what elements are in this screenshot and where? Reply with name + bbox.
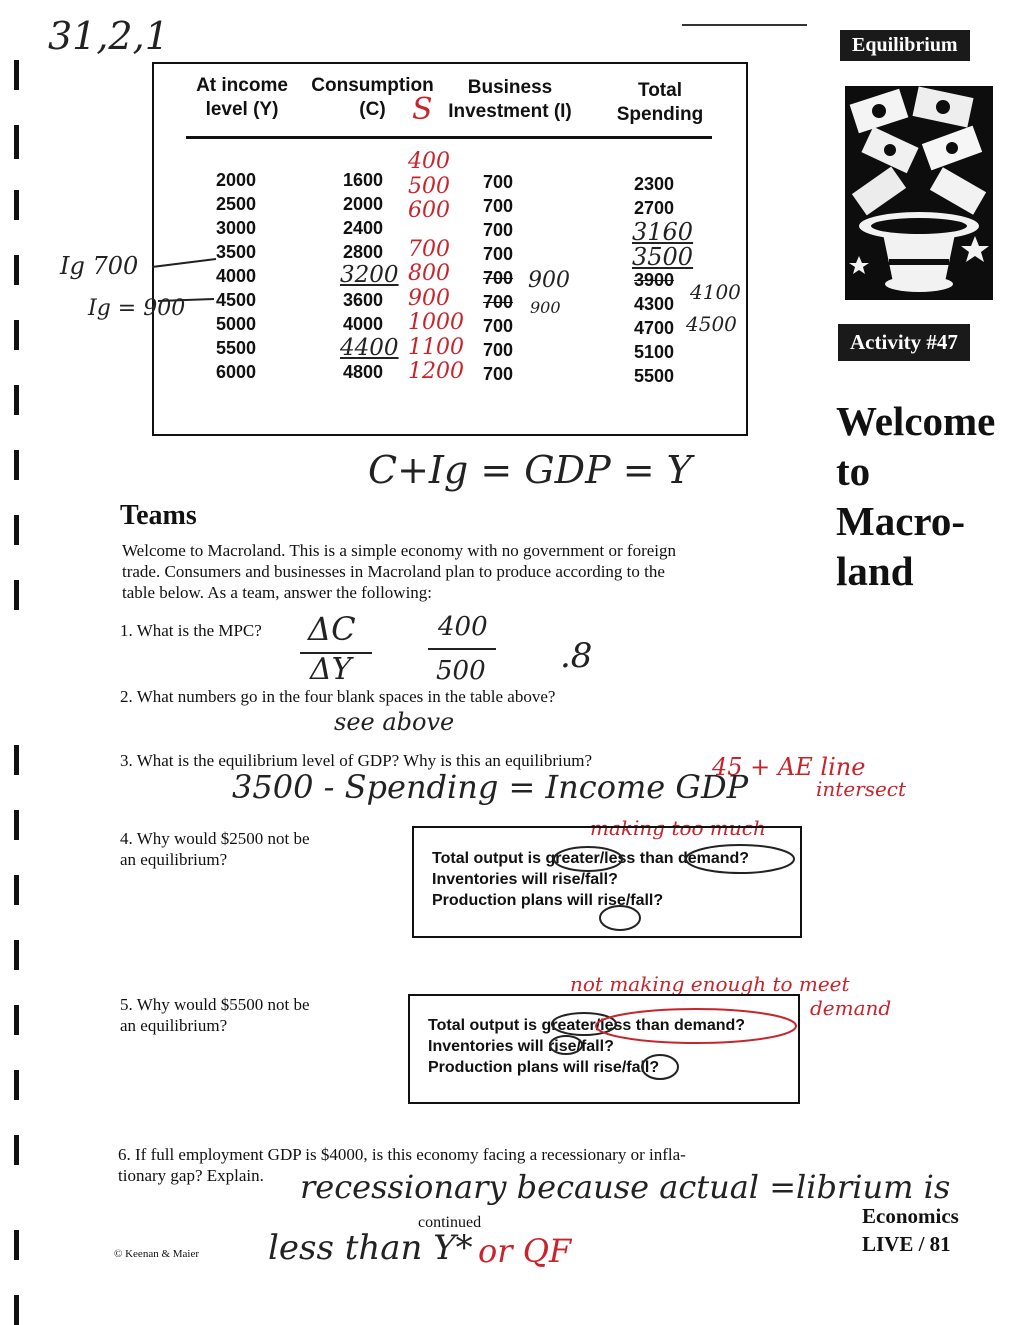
intro-paragraph (122, 540, 802, 603)
consumption-cell: 4800 (343, 362, 384, 382)
total-cell-struck: 3900 (634, 270, 675, 290)
binding-mark (14, 190, 19, 220)
investment-cell: 700 (483, 364, 514, 384)
consumption-cell: 2000 (343, 194, 384, 214)
binding-mark (14, 515, 19, 545)
money-hat-icon (845, 86, 993, 300)
saving-value: 500 (408, 173, 450, 199)
q6-red-note: or QF (478, 1232, 572, 1270)
binding-mark (14, 125, 19, 159)
consumption-cell: 2800 (343, 242, 384, 262)
q3-red-note-line: intersect (816, 777, 907, 801)
question-4-line: an equilibrium? (120, 850, 228, 869)
total-cell: 5100 (634, 342, 675, 362)
investment-cell: 700 (483, 196, 514, 216)
binding-mark (14, 1005, 19, 1035)
handwritten-score: 31,2,1 (48, 14, 169, 58)
q5-red-note-line: not making enough to meet (570, 972, 850, 996)
total-new-1: 4100 (690, 280, 741, 304)
investment-cell: 700 (483, 316, 514, 336)
saving-value: 400 (408, 149, 450, 174)
binding-mark (14, 385, 19, 415)
activity-tag: Activity #47 (838, 324, 970, 361)
page-title-line: land (836, 548, 914, 594)
q1-handwritten-numerator: ΔC (308, 610, 356, 648)
page-title-line: Welcome (836, 398, 996, 444)
header-rule (186, 136, 712, 139)
investment-cell: 700 (483, 340, 514, 360)
saving-value: 600 (408, 198, 450, 223)
question-6-line: tionary gap? Explain. (118, 1166, 264, 1185)
question-3: 3. What is the equilibrium level of GDP? Why is this an equilibrium? (120, 751, 592, 770)
box-line: Total output is greater/less than demand? (432, 850, 750, 867)
total-new-2: 4500 (686, 312, 737, 336)
page-title (836, 396, 995, 596)
continued-label: continued (418, 1214, 482, 1231)
q4-red-note: making too much (590, 816, 766, 840)
binding-mark (14, 1070, 19, 1100)
total-fill-3500: 3500 (632, 243, 694, 271)
page-title-line: to (836, 448, 871, 494)
saving-value: 900 (408, 285, 450, 311)
q6-handwritten-answer-1: recessionary because actual =librium is (300, 1168, 951, 1206)
annotation-arrows (150, 255, 220, 305)
investment-cell-struck: 700 (483, 292, 514, 312)
ig-900-note: Ig = 900 (88, 296, 186, 321)
total-column (634, 172, 674, 388)
question-6-line: 6. If full employment GDP is $4000, is this economy facing a recessionary or infla- (118, 1145, 686, 1164)
saving-value: 800 (408, 261, 450, 286)
binding-mark (14, 255, 19, 285)
q5-circle-marks (540, 1004, 802, 1088)
header-investment-line2: Investment (I) (448, 101, 572, 122)
intro-line: Welcome to Macroland. This is a simple economy with no government or foreign (122, 541, 676, 560)
total-cell: 2700 (634, 198, 675, 218)
binding-mark (14, 450, 19, 480)
book-page-label (862, 1202, 959, 1258)
saving-column-header: S (412, 92, 433, 127)
income-cell: 3000 (216, 218, 257, 238)
intro-line: table below. As a team, answer the following: (122, 583, 433, 602)
consumption-cell: 1600 (343, 170, 384, 190)
investment-cell-struck: 700 (483, 268, 514, 288)
question-5-line: an equilibrium? (120, 1016, 228, 1035)
total-fill-3000: 3160 (632, 218, 694, 246)
binding-mark (14, 1230, 19, 1260)
binding-mark (14, 1135, 19, 1165)
header-income-line1: At income (196, 75, 288, 96)
income-cell: 4500 (216, 290, 257, 310)
saving-value: 1100 (408, 334, 464, 360)
consumption-fill-5500: 4400 (340, 335, 399, 361)
header-income-line2: level (Y) (205, 99, 279, 120)
q3-handwritten-answer: 3500 - Spending = Income GDP (232, 768, 749, 806)
investment-new-2: 900 (530, 298, 561, 317)
binding-mark (14, 810, 19, 840)
topic-tag: Equilibrium (840, 30, 970, 61)
income-column (216, 168, 256, 384)
header-consumption-line1: Consumption (311, 75, 434, 96)
header-total-line2: Spending (616, 104, 704, 125)
question-4 (120, 828, 310, 870)
saving-value: 1000 (408, 310, 464, 335)
header-investment (440, 76, 580, 124)
box-line: Production plans will rise/fall? (428, 1059, 660, 1076)
q1-handwritten-den: 500 (436, 656, 486, 686)
equation-note: C+Ig = GDP = Y (368, 448, 692, 492)
box-line: Production plans will rise/fall? (432, 892, 664, 909)
q1-handwritten-num: 400 (438, 612, 488, 642)
income-cell: 4000 (216, 266, 257, 286)
income-cell: 2000 (216, 170, 257, 190)
question-5-line: 5. Why would $5500 not be (120, 995, 310, 1014)
total-cell: 5500 (634, 366, 675, 386)
total-cell: 4300 (634, 294, 675, 314)
binding-mark (14, 60, 19, 90)
consumption-cell: 4000 (343, 314, 384, 334)
book-name: Economics (862, 1204, 959, 1228)
header-income (182, 74, 302, 122)
question-5 (120, 994, 310, 1036)
copyright: © Keenan & Maier (114, 1248, 200, 1260)
header-investment-line1: Business (467, 77, 553, 98)
top-rule (682, 24, 807, 26)
q1-handwritten-denominator: ΔY (310, 652, 352, 687)
binding-mark (14, 940, 19, 970)
question-2: 2. What numbers go in the four blank spaces in the table above? (120, 687, 556, 706)
header-total-line1: Total (638, 80, 682, 101)
q3-red-note (712, 753, 907, 801)
saving-value: 1200 (408, 359, 464, 384)
header-total (600, 79, 720, 127)
income-cell: 2500 (216, 194, 257, 214)
saving-value: 700 (408, 236, 450, 262)
q2-handwritten-answer: see above (334, 708, 455, 736)
box-line: Inventories will rise/fall? (432, 871, 618, 888)
q4-circle-marks (540, 840, 800, 936)
binding-mark (14, 580, 19, 610)
binding-mark (14, 875, 19, 905)
consumption-fill-4000: 3200 (340, 262, 399, 288)
q5-red-note-line: demand (810, 996, 892, 1020)
income-cell: 3500 (216, 242, 257, 262)
ig-700-note: Ig 700 (60, 252, 139, 280)
binding-mark (14, 745, 19, 775)
binding-mark (14, 1295, 19, 1325)
money-hat-illustration (845, 86, 993, 300)
consumption-cell: 2400 (343, 218, 384, 238)
saving-column-handwritten (408, 150, 464, 385)
section-heading: Teams (120, 500, 197, 531)
consumption-cell: 3600 (343, 290, 384, 310)
page-title-line: Macro- (836, 498, 966, 544)
box-line: Total output is greater/less than demand? (428, 1017, 746, 1034)
investment-cell: 700 (483, 244, 514, 264)
investment-cell: 700 (483, 172, 514, 192)
header-consumption-line2: (C) (359, 99, 386, 120)
q1-fraction-bar-2 (428, 648, 496, 650)
q6-handwritten-answer-2: less than Y* (268, 1228, 473, 1268)
intro-line: trade. Consumers and businesses in Macroland plan to produce according to the (122, 562, 665, 581)
total-cell: 2300 (634, 174, 675, 194)
question-4-line: 4. Why would $2500 not be (120, 829, 310, 848)
box-line: Inventories will rise/fall? (428, 1038, 614, 1055)
income-cell: 5500 (216, 338, 257, 358)
income-cell: 6000 (216, 362, 257, 382)
binding-mark (14, 320, 19, 350)
total-cell: 4700 (634, 318, 675, 338)
q3-red-note-line: 45 + AE line (712, 753, 866, 781)
page-number: LIVE / 81 (862, 1232, 951, 1256)
question-1: 1. What is the MPC? (120, 621, 262, 640)
investment-cell: 700 (483, 220, 514, 240)
investment-column (483, 170, 513, 386)
income-cell: 5000 (216, 314, 257, 334)
investment-new-1: 900 (528, 268, 570, 293)
q1-handwritten-answer: .8 (560, 636, 593, 676)
